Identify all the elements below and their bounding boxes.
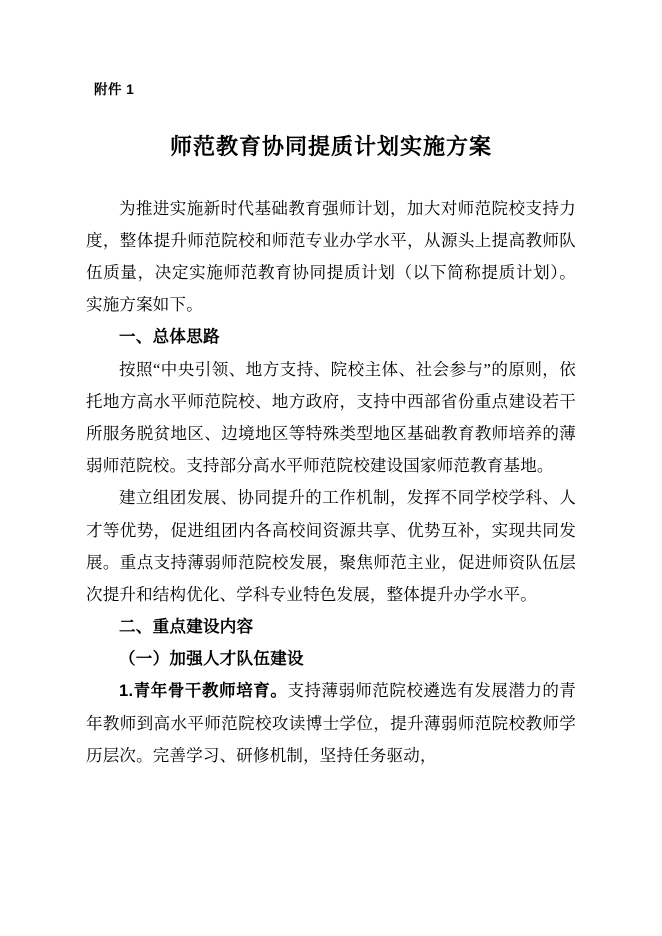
youth-teacher-cultivation-paragraph	[86, 675, 576, 772]
section-heading-one: 一、总体思路	[119, 328, 220, 347]
page-title: 师范教育协同提质计划实施方案	[169, 134, 492, 159]
overall-approach-paragraph-2: 建立组团发展、协同提升的工作机制，发挥不同学校学科、人才等优势，促进组团内各高校间资源共享、优势互补，实现共同发展。重点支持薄弱师范院校发展，聚焦师范主业，促进师资队伍层次提升和结构优化、学科专业特色发展，整体提升办学水平。	[86, 488, 576, 604]
subsection-heading-one: （一）加强人才队伍建设	[119, 650, 304, 669]
youth-teacher-cultivation-lead: 1.青年骨干教师培育。	[119, 682, 288, 701]
intro-paragraph: 为推进实施新时代基础教育强师计划，加大对师范院校支持力度，整体提升师范院校和师范专业办学水平，从源头上提高教师队伍质量，决定实施师范教育协同提质计划（以下简称提质计划）。实施方案如下。	[86, 198, 576, 315]
section-heading-two: 二、重点建设内容	[119, 618, 254, 637]
overall-approach-paragraph-1: 按照“中央引领、地方支持、院校主体、社会参与”的原则，依托地方高水平师范院校、地方政府，支持中西部省份重点建设若干所服务脱贫地区、边境地区等特殊类型地区基础教育教师培养的薄弱师范院校。支持部分高水平师范院校建设国家师范教育基地。	[86, 359, 576, 476]
attachment-label: 附件 1	[94, 82, 135, 97]
youth-teacher-cultivation-body: 支持薄弱师范院校遴选有发展潜力的青年教师到高水平师范院校攻读博士学位，提升薄弱师范院校教师学历层次。完善学习、研修机制，坚持任务驱动，	[86, 681, 577, 765]
